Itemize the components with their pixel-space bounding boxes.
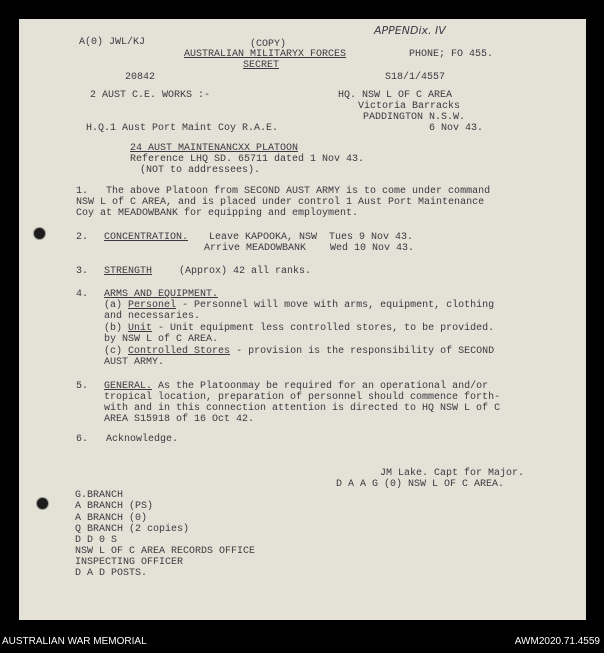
addressee: 2 AUST C.E. WORKS :- [90,90,211,101]
signature-title: D A A G (0) NSW L OF C AREA. [336,479,505,490]
paragraph-1-line-1: 1. The above Platoon from SECOND AUST ARMY is to come under command [76,186,491,197]
classification-mark: SECRET [243,60,280,71]
paragraph-5-line-4: AREA S15918 of 16 Oct 42. [104,414,255,425]
paragraph-5-line-3: with and in this connection attention is directed to HQ NSW L of C [104,403,501,414]
paragraph-4-number: 4. [76,289,89,300]
document-number: 20842 [125,72,156,83]
distribution-item: NSW L OF C AREA RECORDS OFFICE [75,546,256,557]
paragraph-3-number: 3. [76,266,89,277]
paragraph-4a-line-2: and necessaries. [104,311,201,322]
paragraph-2-line-1: Leave KAPOOKA, NSW Tues 9 Nov 43. [209,232,414,243]
paragraph-1-line-2: NSW L of C AREA, and is placed under control 1 Aust Port Maintenance [76,197,485,208]
punch-hole [36,497,49,510]
paragraph-4b-line-2: by NSW L of C AREA. [104,334,219,345]
subject-reference: Reference LHQ SD. 65711 dated 1 Nov 43. [130,154,365,165]
paragraph-6: 6. Acknowledge. [76,434,179,445]
distribution-item: A BRANCH (0) [75,513,148,524]
appendix-annotation: APPENDix. IV [374,24,446,37]
distribution-item: D D 0 S [75,535,118,546]
distribution-item: G.BRANCH [75,490,124,501]
document-page [19,19,586,620]
paragraph-5-line-1: GENERAL. As the Platoonmay be required for an operational and/or [104,381,489,392]
distribution-item: INSPECTING OFFICER [75,557,184,568]
paragraph-1-line-3: Coy at MEADOWBANK for equipping and employment. [76,208,359,219]
punch-hole [33,227,46,240]
paragraph-2-number: 2. [76,232,89,243]
paragraph-2-line-2: Arrive MEADOWBANK Wed 10 Nov 43. [204,243,415,254]
paragraph-3-text: (Approx) 42 all ranks. [179,266,312,277]
subject-title: 24 AUST MAINTENANCXX PLATOON [130,143,299,154]
copy-mark: (COPY) [250,39,287,50]
phone-number: PHONE; FO 455. [409,49,494,60]
paragraph-5-number: 5. [76,381,89,392]
subject-note: (NOT to addressees). [140,165,261,176]
sender-line-3: PADDINGTON N.S.W. [363,112,466,123]
paragraph-4b-line-1: (b) Unit - Unit equipment less controlled stores, to be provided. [104,323,495,334]
footer-accession-number: AWM2020.71.4559 [514,636,600,647]
sender-line-2: Victoria Barracks [358,101,461,112]
paragraph-4c-line-1: (c) Controlled Stores - provision is the responsibility of SECOND [104,346,495,357]
paragraph-4a-line-1: (a) Personel - Personnel will move with arms, equipment, clothing [104,300,495,311]
paragraph-2-heading: CONCENTRATION. [104,232,189,243]
paragraph-5-line-2: tropical location, preparation of personnel should commence forth- [104,392,501,403]
footer-credit: AUSTRALIAN WAR MEMORIAL [2,636,147,647]
reference-left: A(0) JWL/KJ [79,37,146,48]
paragraph-4c-line-2: AUST ARMY. [104,357,165,368]
distribution-item: Q BRANCH (2 copies) [75,524,190,535]
distribution-item: D A D POSTS. [75,568,148,579]
file-reference: S18/1/4557 [385,72,446,83]
document-date: 6 Nov 43. [429,123,484,134]
signature-name: JM Lake. Capt for Major. [380,468,525,479]
sender-line-1: HQ. NSW L OF C AREA [338,90,453,101]
organization-title: AUSTRALIAN MILITARYX FORCES [184,49,347,60]
distribution-item: A BRANCH (PS) [75,501,154,512]
paragraph-3-heading: STRENGTH [104,266,153,277]
copy-addressee: H.Q.1 Aust Port Maint Coy R.A.E. [86,123,279,134]
paragraph-4-heading: ARMS AND EQUIPMENT. [104,289,219,300]
